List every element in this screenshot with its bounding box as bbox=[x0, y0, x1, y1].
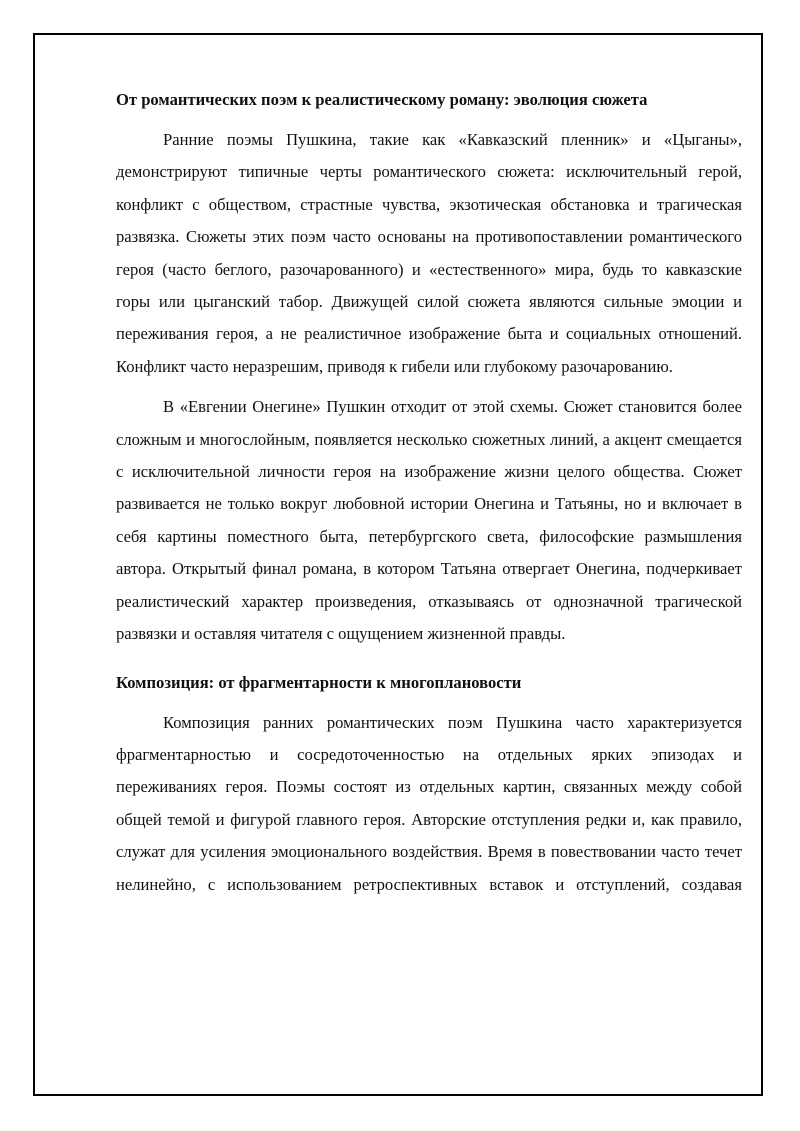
section-heading-plot-evolution: От романтических поэм к реалистическому роману: эволюция сюжета bbox=[116, 90, 648, 109]
paragraph-composition: Композиция ранних романтических поэм Пушкина часто характеризуется фрагментарностью и сосредоточенностью на отдельных ярких эпизодах и переживаниях героя. Поэмы состоят из отдельных картин, связанных между собой общей темой и фигурой главного героя. Авторские отступления редки и, как правило, служат для усиления эмоционального воздействия. Время в повествовании часто течет нелинейно, с использованием ретроспективных вставок и отступлений, создавая bbox=[116, 712, 742, 894]
paragraph-romantic-poems: Ранние поэмы Пушкина, такие как «Кавказский пленник» и «Цыганы», демонстрируют типичные черты романтического сюжета: исключительный герой, конфликт с обществом, страстные чувства, экзотическая обстановка и трагическая развязка. Сюжеты этих поэм часто основаны на противопоставлении романтического героя (часто беглого, разочарованного) и «естественного» мира, будь то кавказские горы или цыганский табор. Движущей силой сюжета являются сильные эмоции и переживания героя, а не реалистичное изображение быта и социальных отношений. Конфликт часто неразрешим, приводя к гибели или глубокому разочарованию. bbox=[116, 130, 742, 376]
document-body bbox=[116, 88, 742, 901]
section-heading-composition: Композиция: от фрагментарности к многоплановости bbox=[116, 672, 522, 692]
paragraph-evgeny-onegin: В «Евгении Онегине» Пушкин отходит от этой схемы. Сюжет становится более сложным и многослойным, появляется несколько сюжетных линий, а акцент смещается с исключительной личности героя на изображение жизни целого общества. Сюжет развивается не только вокруг любовной истории Онегина и Татьяны, но и включает в себя картины поместного быта, петербургского света, философские размышления автора. Открытый финал романа, в котором Татьяна отвергает Онегина, подчеркивает реалистический характер произведения, отказываясь от однозначной трагической развязки и оставляя читателя с ощущением жизненной правды. bbox=[116, 397, 742, 644]
